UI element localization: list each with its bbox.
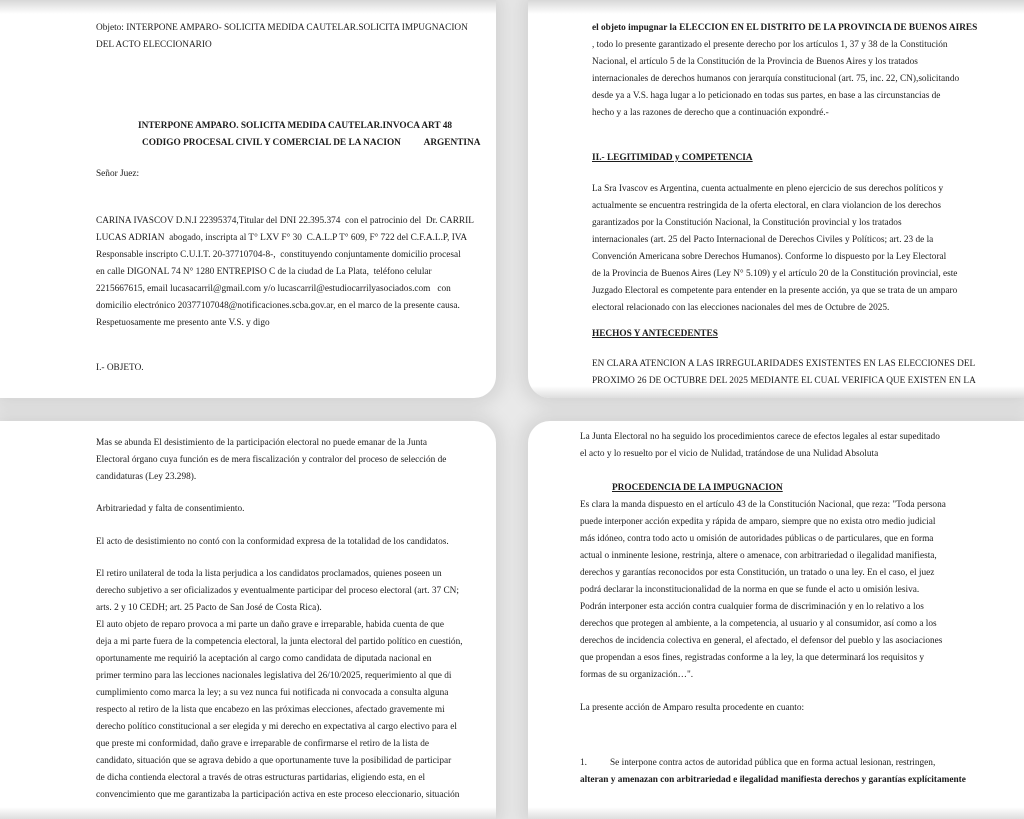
para-line: derechos y garantías reconocidos por esta Constitución, un tratado o una ley. En el caso, el juez bbox=[580, 568, 935, 578]
para-line: primer termino para las lecciones nacionales legislativa del 26/10/2025, requerimiento al que di bbox=[96, 671, 452, 681]
intro-line: en calle DIGONAL 74 N° 1280 ENTREPISO C de la ciudad de La Plata, teléfono celular bbox=[96, 267, 432, 277]
para-line: derecho subjetivo a ser oficializados y eventualmente participar del proceso electoral (art. 37 CN; bbox=[96, 586, 459, 596]
intro-line: Responsable inscripto C.U.I.T. 20-37710704-8-, constituyendo conjuntamente domicilio procesal bbox=[96, 250, 461, 260]
para-line: Podrán interponer esta acción contra cualquier forma de discriminación y en lo relativo a los bbox=[580, 602, 924, 612]
para-line: La Sra Ivascov es Argentina, cuenta actualmente en pleno ejercicio de sus derechos políticos y bbox=[592, 184, 944, 194]
para-line: oportunamente me requirió la aceptación al cargo como candidata de diputada nacional en bbox=[96, 654, 432, 664]
para-line: internacionales (art. 25 del Pacto Internacional de Derechos Civiles y Políticos; art. 23 de la bbox=[592, 235, 934, 245]
objeto-heading-line-2: DEL ACTO ELECCIONARIO bbox=[96, 40, 212, 50]
para-junta bbox=[580, 429, 940, 463]
para-line: que preste mi conformidad, daño grave e irreparable de confirmarse el retiro de la lista de bbox=[96, 739, 429, 749]
page-bottom-blur bbox=[528, 807, 1024, 819]
para-auto-objeto bbox=[96, 617, 463, 804]
para-line: candidaturas (Ley 23.298). bbox=[96, 472, 197, 482]
para-line: convencimiento que me garantizaba la participación activa en este proceso eleccionario, situación bbox=[96, 790, 460, 800]
para-line: electoral relacionado con las elecciones nacionales del mes de Octubre de 2025. bbox=[592, 303, 890, 313]
para-line: Mas se abunda El desistimiento de la participación electoral no puede emanar de la Junta bbox=[96, 438, 427, 448]
para-articulo-43 bbox=[580, 497, 946, 684]
para-line: deja a mi parte fuera de la competencia electoral, la junta electoral del partido político en cuestión, bbox=[96, 637, 463, 647]
intro-line: domicilio electrónico 20377107048@notificaciones.scba.gov.ar, en el marco de la presente causa. bbox=[96, 301, 460, 311]
intro-line: Respetuosamente me presento ante V.S. y digo bbox=[96, 318, 270, 328]
para-desistimiento bbox=[96, 435, 446, 486]
para-line: hecho y a las razones de derecho que a continuación expondré.- bbox=[592, 108, 829, 118]
para-line: que propendan a esos fines, registradas conforme a la ley, la que determinará los requisitos y bbox=[580, 653, 925, 663]
heading-legitimidad: II.- LEGITIMIDAD y COMPETENCIA bbox=[592, 153, 753, 163]
para-line: de dicha contienda electoral a través de otras estructuras partidarias, eligiendo esta, en el bbox=[96, 773, 426, 783]
para-line: PROXIMO 26 DE OCTUBRE DEL 2025 MEDIANTE EL CUAL VERIFICA QUE EXISTEN EN LA bbox=[592, 376, 976, 386]
para-retiro bbox=[96, 566, 459, 617]
intro-line: 2215667615, email lucasacarril@gmail.com y/o lucascarril@estudiocarrilyasociados.com con bbox=[96, 284, 451, 294]
para-line: Convención Americana sobre Derechos Humanos). Conforme lo dispuesto por la Ley Electoral bbox=[592, 252, 947, 262]
para-line: derechos de incidencia colectiva en general, el afectado, el defensor del pueblo y las asociaciones bbox=[580, 636, 943, 646]
para-line: más idóneo, contra todo acto u omisión de autoridades públicas o de particulares, que en forma bbox=[580, 534, 934, 544]
document-title-line-2: CODIGO PROCESAL CIVIL Y COMERCIAL DE LA NACION ARGENTINA bbox=[142, 138, 481, 148]
para-line: actualmente se encuentra restringida de la oferta electoral, en clara violancion de los derechos bbox=[592, 201, 941, 211]
para-line: Es clara la manda dispuesto en el artículo 43 de la Constitución Nacional, que reza: "Toda persona bbox=[580, 500, 946, 510]
line-presente-accion: La presente acción de Amparo resulta procedente en cuanto: bbox=[580, 703, 805, 713]
document-page-1 bbox=[0, 0, 496, 398]
para-line: Juzgado Electoral es competente para entender en la presente acción, ya que se trata de un amparo bbox=[592, 286, 958, 296]
page-bottom-blur bbox=[0, 807, 496, 819]
para-line: derecho político constitucional a ser elegida y mi derecho en expectativa al cargo electivo para el bbox=[96, 722, 457, 732]
list-item-line: alteran y amenazan con arbitrariedad e ilegalidad manifiesta derechos y garantías explícitamente bbox=[580, 775, 966, 785]
para-line: el acto y lo resuelto por el vicio de Nulidad, tratándose de una Nulidad Absoluta bbox=[580, 449, 879, 459]
para-line: respecto al retiro de la lista que encabezo en las próximas elecciones, afectado gravemente mi bbox=[96, 705, 445, 715]
objeto-heading: Objeto: INTERPONE AMPARO- SOLICITA MEDIDA CAUTELAR.SOLICITA IMPUGNACION bbox=[96, 23, 468, 33]
page-top-blur bbox=[0, 0, 496, 14]
intro-line: LUCAS ADRIAN abogado, inscripta al T° LXV F° 30 C.A.L.P T° 609, F° 722 del C.F.A.L.P, IVA bbox=[96, 233, 468, 243]
para-line: candidato, situación que se agrava debido a que oportunamente tuve la posibilidad de participar bbox=[96, 756, 452, 766]
document-page-2 bbox=[528, 0, 1024, 398]
para-line: desde ya a V.S. haga lugar a lo peticionado en todas sus partes, en base a las circunstancias de bbox=[592, 91, 941, 101]
para-line: garantizados por la Constitución Nacional, la Constitución provincial y los tratados bbox=[592, 218, 902, 228]
impugnar-line: el objeto impugnar la ELECCION EN EL DISTRITO DE LA PROVINCIA DE BUENOS AIRES bbox=[592, 23, 978, 33]
para-line: internacionales de derechos humanos con jerarquía constitucional (art. 75, inc. 22, CN),solicitando bbox=[592, 74, 960, 84]
para-line: puede interponer acción expedita y rápida de amparo, siempre que no exista otro medio judicial bbox=[580, 517, 936, 527]
document-page-4 bbox=[528, 421, 1024, 819]
para-line: actual o inminente lesione, restrinja, altere o amenace, con arbitrariedad o ilegalidad manifiesta, bbox=[580, 551, 937, 561]
para-line: , todo lo presente garantizado el presente derecho por los artículos 1, 37 y 38 de la Constitución bbox=[592, 40, 948, 50]
para-line: formas de su organización…". bbox=[580, 670, 694, 680]
section-objeto: I.- OBJETO. bbox=[96, 363, 144, 373]
heading-procedencia: PROCEDENCIA DE LA IMPUGNACION bbox=[612, 483, 783, 493]
para-line: Electoral órgano cuya función es de mera fiscalización y contralor del proceso de selección de bbox=[96, 455, 447, 465]
para-garantizado bbox=[592, 37, 959, 122]
document-page-3 bbox=[0, 421, 496, 819]
para-line: podrá declarar la inconstitucionalidad de la norma en que se funde el acto u omisión lesiva. bbox=[580, 585, 920, 595]
intro-paragraph bbox=[96, 213, 474, 332]
para-line: El auto objeto de reparo provoca a mi parte un daño grave e irreparable, habida cuenta de que bbox=[96, 620, 444, 630]
para-line: cumplimiento como marca la ley; a su vez nunca fui notificada ni convocada a consulta alguna bbox=[96, 688, 449, 698]
list-item-number: 1. bbox=[580, 758, 587, 768]
line-desistimiento: El acto de desistimiento no contó con la conformidad expresa de la totalidad de los candidatos. bbox=[96, 537, 449, 547]
para-line: de la Provincia de Buenos Aires (Ley N° 5.109) y el artículo 20 de la Constitución provincial, este bbox=[592, 269, 958, 279]
list-item-line: Se interpone contra actos de autoridad pública que en forma actual lesionan, restringen, bbox=[610, 758, 936, 768]
page-top-blur bbox=[528, 0, 1024, 14]
para-line: arts. 2 y 10 CEDH; art. 25 Pacto de San José de Costa Rica). bbox=[96, 603, 322, 613]
para-line: EN CLARA ATENCION A LAS IRREGULARIDADES EXISTENTES EN LAS ELECCIONES DEL bbox=[592, 359, 976, 369]
heading-hechos: HECHOS Y ANTECEDENTES bbox=[592, 329, 718, 339]
intro-line: CARINA IVASCOV D.N.I 22395374,Titular del DNI 22.395.374 con el patrocinio del Dr. CARRIL bbox=[96, 216, 474, 226]
document-title-line-1: INTERPONE AMPARO. SOLICITA MEDIDA CAUTELAR.INVOCA ART 48 bbox=[138, 121, 453, 131]
line-arbitrariedad: Arbitrariedad y falta de consentimiento. bbox=[96, 504, 245, 514]
para-line: derechos que protegen al ambiente, a la competencia, al usuario y al consumidor, así como a los bbox=[580, 619, 937, 629]
greeting: Señor Juez: bbox=[96, 169, 140, 179]
para-legitimidad bbox=[592, 181, 957, 317]
para-hechos bbox=[592, 356, 976, 390]
para-line: El retiro unilateral de toda la lista perjudica a los candidatos proclamados, quienes poseen un bbox=[96, 569, 442, 579]
para-line: Nacional, el artículo 5 de la Constitución de la Provincia de Buenos Aires y los tratados bbox=[592, 57, 918, 67]
para-line: La Junta Electoral no ha seguido los procedimientos carece de efectos legales al estar supeditado bbox=[580, 432, 940, 442]
